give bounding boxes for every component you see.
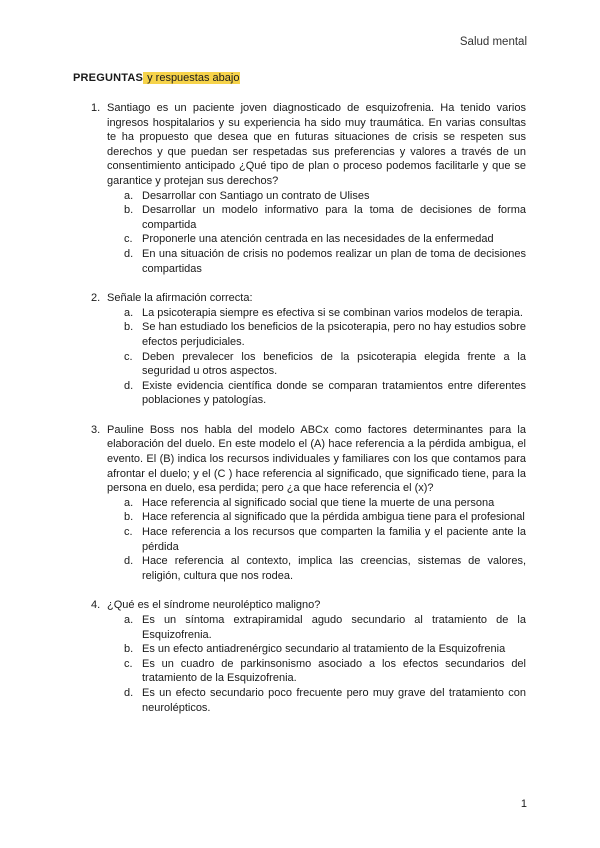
option-c — [124, 350, 526, 379]
option-text: Proponerle una atención centrada en las necesidades de la enfermedad — [142, 233, 494, 246]
option-d — [124, 247, 526, 276]
question-1 — [73, 101, 526, 276]
option-text: Desarrollar un modelo informativo para la toma de decisiones de forma compartida — [142, 204, 526, 231]
option-text: Hace referencia a los recursos que comparten la familia y el paciente ante la pérdida — [142, 526, 526, 553]
option-letter: b. — [124, 321, 134, 334]
question-number: 1. — [91, 102, 101, 114]
section-title — [73, 72, 240, 84]
question-number: 2. — [91, 292, 101, 305]
option-text: Es un síntoma extrapiramidal agudo secundario al tratamiento de la Esquizofrenia. — [142, 614, 526, 641]
option-list — [107, 306, 526, 408]
option-letter: a. — [124, 189, 134, 202]
option-b — [124, 510, 526, 525]
option-b — [124, 320, 526, 349]
question-text: Santiago es un paciente joven diagnosticado de esquizofrenia. Ha tenido varios ingresos hospitalarios y su experiencia ha sido muy traumática. En varias consultas te ha propuesto que desea que en futuras situaciones de crisis se respeten sus derechos y que puedan ser respetadas sus preferencias y valores a través de un consentimiento anticipado ¿Qué tipo de plan o proceso podemos facilitarle y que se garantice y protejan sus derechos? — [107, 102, 526, 187]
option-text: Deben prevalecer los beneficios de la psicoterapia elegida frente a la seguridad u otros aspectos. — [142, 350, 526, 378]
question-number: 4. — [91, 599, 101, 612]
option-text: Es un efecto antiadrenérgico secundario al tratamiento de la Esquizofrenia — [142, 643, 506, 656]
option-list — [107, 189, 526, 277]
option-text: Hace referencia al contexto, implica las creencias, sistemas de valores, religión, cultura que nos rodea. — [142, 555, 526, 582]
question-4 — [73, 598, 526, 715]
option-letter: b. — [124, 204, 134, 217]
option-letter: a. — [124, 496, 134, 509]
option-list — [107, 613, 526, 715]
option-c — [124, 657, 526, 686]
option-letter: c. — [124, 526, 133, 539]
option-letter: b. — [124, 511, 134, 524]
option-letter: c. — [124, 350, 133, 363]
option-text: Es un efecto secundario poco frecuente pero muy grave del tratamiento con neurolépticos. — [142, 686, 526, 714]
question-number: 3. — [91, 423, 101, 436]
option-a — [124, 189, 526, 204]
option-a — [124, 306, 526, 321]
option-a — [124, 496, 526, 511]
option-letter: a. — [124, 614, 134, 626]
option-d — [124, 554, 526, 583]
option-c — [124, 525, 526, 554]
option-letter: d. — [124, 686, 134, 699]
option-letter: d. — [124, 555, 134, 568]
question-text: Señale la afirmación correcta: — [107, 292, 253, 305]
option-b — [124, 642, 526, 657]
question-2 — [73, 291, 526, 408]
option-letter: c. — [124, 657, 133, 670]
option-text: En una situación de crisis no podemos realizar un plan de toma de decisiones compartidas — [142, 247, 526, 275]
option-letter: c. — [124, 233, 133, 246]
option-a — [124, 613, 526, 642]
option-d — [124, 686, 526, 715]
option-text: Hace referencia al significado social que tiene la muerte de una persona — [142, 496, 495, 509]
option-list — [107, 496, 526, 584]
page-header: Salud mental — [459, 36, 527, 48]
question-text: ¿Qué es el síndrome neuroléptico maligno? — [107, 599, 321, 612]
question-list — [73, 101, 526, 730]
question-3 — [73, 423, 526, 584]
page-number: 1 — [520, 798, 527, 810]
question-text: Pauline Boss nos habla del modelo ABCx como factores determinantes para la elaboración del duelo. En este modelo el (A) hace referencia a la pérdida ambigua, el evento. El (B) indica los recursos individuales y familiares con los que contamos para afrontar el duelo; y el (C ) hace referencia al significado, que significado tiene, para la persona en duelo, esa perdida; pero ¿a que hace referencia el (x)? — [107, 423, 526, 495]
option-letter: b. — [124, 643, 134, 656]
option-letter: d. — [124, 247, 134, 260]
option-text: Hace referencia al significado que la pérdida ambigua tiene para el profesional — [142, 511, 525, 524]
option-text: Se han estudiado los beneficios de la psicoterapia, pero no hay estudios sobre efectos perjudiciales. — [142, 321, 526, 348]
option-text: Existe evidencia científica donde se comparan tratamientos entre diferentes poblaciones y patologías. — [142, 379, 526, 407]
option-text: La psicoterapia siempre es efectiva si se combinan varios modelos de terapia. — [142, 306, 523, 319]
option-letter: a. — [124, 306, 134, 319]
option-c — [124, 232, 526, 247]
option-text: Desarrollar con Santiago un contrato de Ulises — [142, 189, 370, 202]
option-letter: d. — [124, 379, 134, 392]
title-highlight: y respuestas abajo — [144, 72, 240, 84]
option-b — [124, 203, 526, 232]
title-bold: PREGUNTAS — [73, 72, 144, 84]
option-text: Es un cuadro de parkinsonismo asociado a los efectos secundarios del tratamiento de la Esquizofrenia. — [142, 657, 526, 685]
option-d — [124, 379, 526, 408]
